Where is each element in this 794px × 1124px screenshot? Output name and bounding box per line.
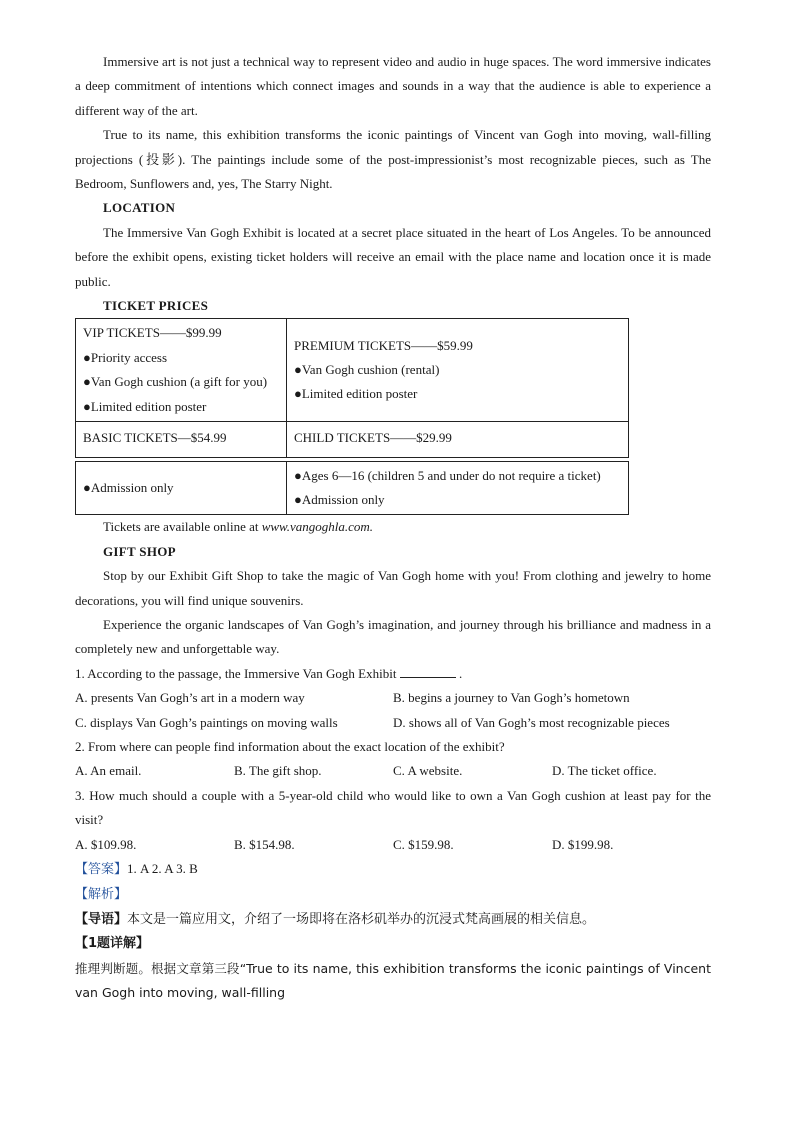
q1-detail-label: 【1题详解】 bbox=[75, 936, 150, 952]
option-a: A. An email. bbox=[75, 763, 142, 779]
paragraph-exhibition: True to its name, this exhibition transforms the iconic paintings of Vincent van Gogh into moving, wall-filling projections (投影). The paintings include some of the post-impressionist’s most recognizable pieces, such as The Bedroom, Sunflowers and, yes, The Starry Night. bbox=[75, 127, 711, 192]
paragraph-location: The Immersive Van Gogh Exhibit is located at a secret place situated in the heart of Los Angeles. To be announced before the exhibit opens, existing ticket holders will receive an email with the place name and location once it is made public. bbox=[75, 224, 711, 289]
option-b: B. $154.98. bbox=[234, 836, 295, 852]
gift-shop-heading: GIFT SHOP bbox=[103, 543, 176, 559]
question-1-stem: 1. According to the passage, the Immersive Van Gogh Exhibit bbox=[75, 665, 397, 681]
premium-cell bbox=[287, 319, 629, 422]
document-page bbox=[75, 50, 711, 1005]
option-b: B. begins a journey to Van Gogh’s hometown bbox=[393, 690, 630, 706]
child-item: ●Admission only bbox=[294, 491, 385, 507]
question-2-stem: 2. From where can people find information about the exact location of the exhibit? bbox=[75, 738, 505, 754]
question-2-options bbox=[75, 759, 711, 783]
option-c: C. $159.98. bbox=[393, 836, 454, 852]
paragraph-experience: Experience the organic landscapes of Van Gogh’s imagination, and journey through his brilliance and madness in a completely new and unforgettable way. bbox=[75, 616, 711, 657]
answer-label: 【答案】 bbox=[75, 862, 128, 877]
child-item: ●Ages 6—16 (children 5 and under do not require a ticket) bbox=[294, 467, 601, 483]
option-a: A. presents Van Gogh’s art in a modern way bbox=[75, 690, 305, 706]
question-3-options bbox=[75, 833, 711, 857]
question-3-stem: 3. How much should a couple with a 5-year-old child who would like to own a Van Gogh cushion at least pay for the visit? bbox=[75, 787, 711, 828]
answer-line bbox=[75, 857, 711, 882]
guide-label: 【导语】 bbox=[75, 911, 128, 927]
guide-line bbox=[75, 908, 711, 932]
answer-text: 1. A 2. A 3. B bbox=[127, 861, 198, 876]
tickets-website-link[interactable]: www.vangoghla.com. bbox=[261, 519, 374, 535]
option-c: C. displays Van Gogh’s paintings on moving walls bbox=[75, 714, 338, 730]
basic-title-cell: BASIC TICKETS—$54.99 bbox=[76, 422, 287, 457]
child-items-cell bbox=[287, 461, 629, 515]
tickets-note-text: Tickets are available online at bbox=[103, 519, 262, 535]
location-heading: LOCATION bbox=[103, 200, 176, 216]
premium-item: ●Limited edition poster bbox=[294, 386, 418, 402]
vip-title: VIP TICKETS——$99.99 bbox=[83, 325, 222, 341]
child-title-cell: CHILD TICKETS——$29.99 bbox=[287, 422, 629, 457]
option-b: B. The gift shop. bbox=[234, 763, 322, 779]
analysis-label: 【解析】 bbox=[75, 887, 128, 903]
ticket-table-top bbox=[75, 318, 629, 457]
ticket-table-bottom bbox=[75, 461, 629, 516]
paragraph-intro: Immersive art is not just a technical way to represent video and audio in huge spaces. The word immersive indicates a deep commitment of intentions which connect images and sounds in a way that the audience is able to experience a different way of the art. bbox=[75, 54, 711, 118]
option-d: D. $199.98. bbox=[552, 836, 614, 852]
option-c: C. A website. bbox=[393, 763, 463, 779]
question-1-options-row-2 bbox=[75, 711, 711, 735]
guide-text: 本文是一篇应用文，介绍了一场即将在洛杉矶举办的沉浸式梵高画展的相关信息。 bbox=[127, 911, 596, 927]
vip-item: ●Limited edition poster bbox=[83, 398, 207, 414]
answer-blank bbox=[400, 663, 456, 678]
vip-cell bbox=[76, 319, 287, 422]
premium-item: ●Van Gogh cushion (rental) bbox=[294, 362, 440, 378]
vip-item: ●Van Gogh cushion (a gift for you) bbox=[83, 374, 268, 390]
tickets-note bbox=[103, 515, 711, 539]
vip-item: ●Priority access bbox=[83, 349, 168, 365]
analysis-line bbox=[75, 882, 711, 907]
q1-detail-text: 推理判断题。根据文章第三段“True to its name, this exhibition transforms the iconic paintings of Vincent van Gogh into moving, wall-filling bbox=[75, 960, 711, 1001]
basic-items-cell bbox=[76, 461, 287, 515]
ticket-prices-heading: TICKET PRICES bbox=[103, 298, 209, 314]
paragraph-gift-shop: Stop by our Exhibit Gift Shop to take the magic of Van Gogh home with you! From clothing and jewelry to home decorations, you will find unique souvenirs. bbox=[75, 568, 711, 608]
option-a: A. $109.98. bbox=[75, 836, 137, 852]
option-d: D. shows all of Van Gogh’s most recognizable pieces bbox=[393, 714, 670, 730]
question-1-options-row-1 bbox=[75, 686, 711, 710]
basic-item: ●Admission only bbox=[83, 479, 174, 495]
option-d: D. The ticket office. bbox=[552, 763, 657, 779]
question-1: 1. According to the passage, the Immersive Van Gogh Exhibit . bbox=[75, 662, 711, 686]
premium-title: PREMIUM TICKETS——$59.99 bbox=[294, 337, 473, 353]
